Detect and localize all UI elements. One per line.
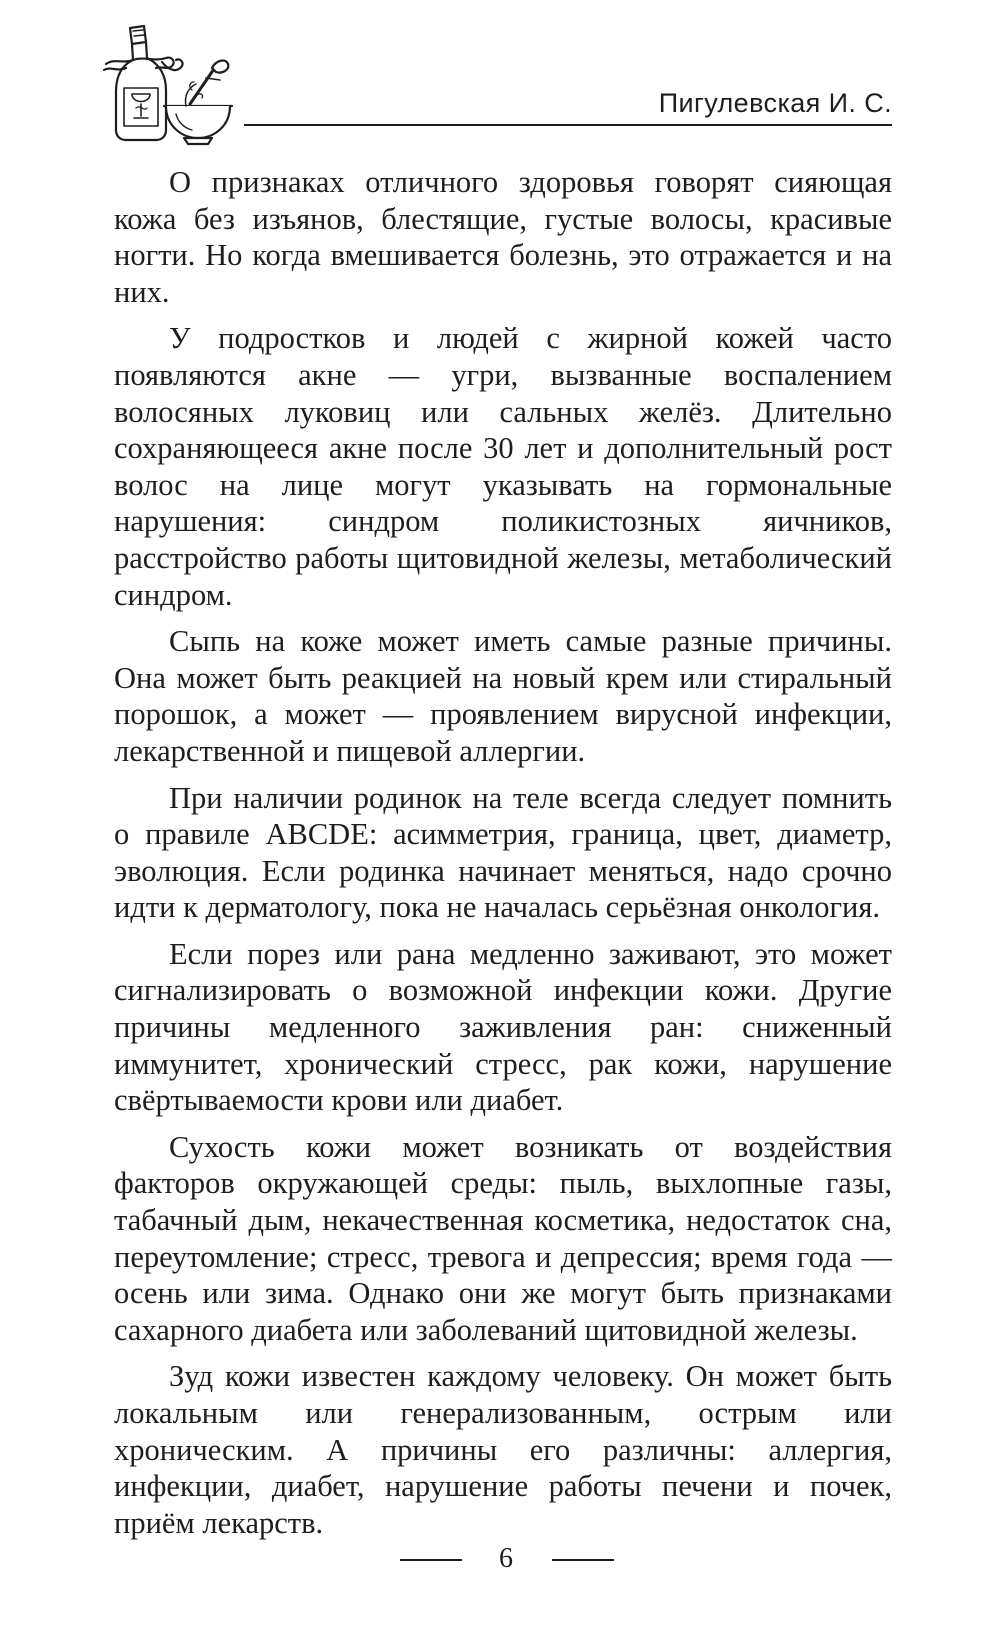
apothecary-bottle-and-mortar-icon (100, 22, 240, 147)
paragraph-healthy-signs: О признаках отличного здоровья говорят сияющая кожа без изъянов, блестящие, густые волосы, красивые ногти. Но когда вмешивается болезнь, это отражается и на них. (114, 165, 892, 309)
footer-rule-right (552, 1559, 614, 1561)
paragraph-moles: При наличии родинок на теле всегда следует помнить о правиле ABCDE: асимметрия, граница, цвет, диаметр, эволюция. Если родинка начинает меняться, надо срочно идти к дерматологу, пока не началась серьёзная онкология. (114, 780, 892, 925)
header-rule (244, 124, 892, 126)
paragraph-itching: Зуд кожи известен каждому человеку. Он может быть локальным или генерализованным, острым или хроническим. А причины его различны: аллергия, инфекции, диабет, нарушение работы печени и почек, приём лекарств. (114, 1359, 892, 1540)
paragraph-dry-skin: Сухость кожи может возникать от воздействия факторов окружающей среды: пыль, выхлопные газы, табачный дым, некачественная косметика, недостаток сна, переутомление; стресс, тревога и депрессия; время года — осень или зима. Однако они же могут быть признаками сахарного диабета или заболеваний щитовидной железы. (114, 1129, 892, 1347)
paragraph-rash: Сыпь на коже может иметь самые разные причины. Она может быть реакцией на новый крем или стиральный порошок, а может — проявлением вирусной инфекции, лекарственной и пищевой аллергии. (114, 624, 892, 768)
paragraph-wound-healing: Если порез или рана медленно заживают, это может сигнализировать о возможной инфекции кожи. Другие причины медленного заживления ран: сниженный иммунитет, хронический стресс, рак кожи, нарушение свёртываемости крови или диабет. (114, 936, 892, 1118)
paragraph-acne: У подростков и людей с жирной кожей часто появляются акне — угри, вызванные воспалением волосяных луковиц или сальных желёз. Длительно сохраняющееся акне после 30 лет и дополнительный рост волос на лице могут указывать на гормональные нарушения: синдром поликистозных яичников, расстройство работы щитовидной железы, метаболический синдром. (114, 321, 892, 612)
page-footer (0, 1540, 1000, 1580)
footer-rule-left (400, 1559, 462, 1561)
page-number: 6 (499, 1543, 513, 1574)
main-text (114, 164, 892, 1551)
running-header-author: Пигулевская И. С. (658, 88, 892, 118)
